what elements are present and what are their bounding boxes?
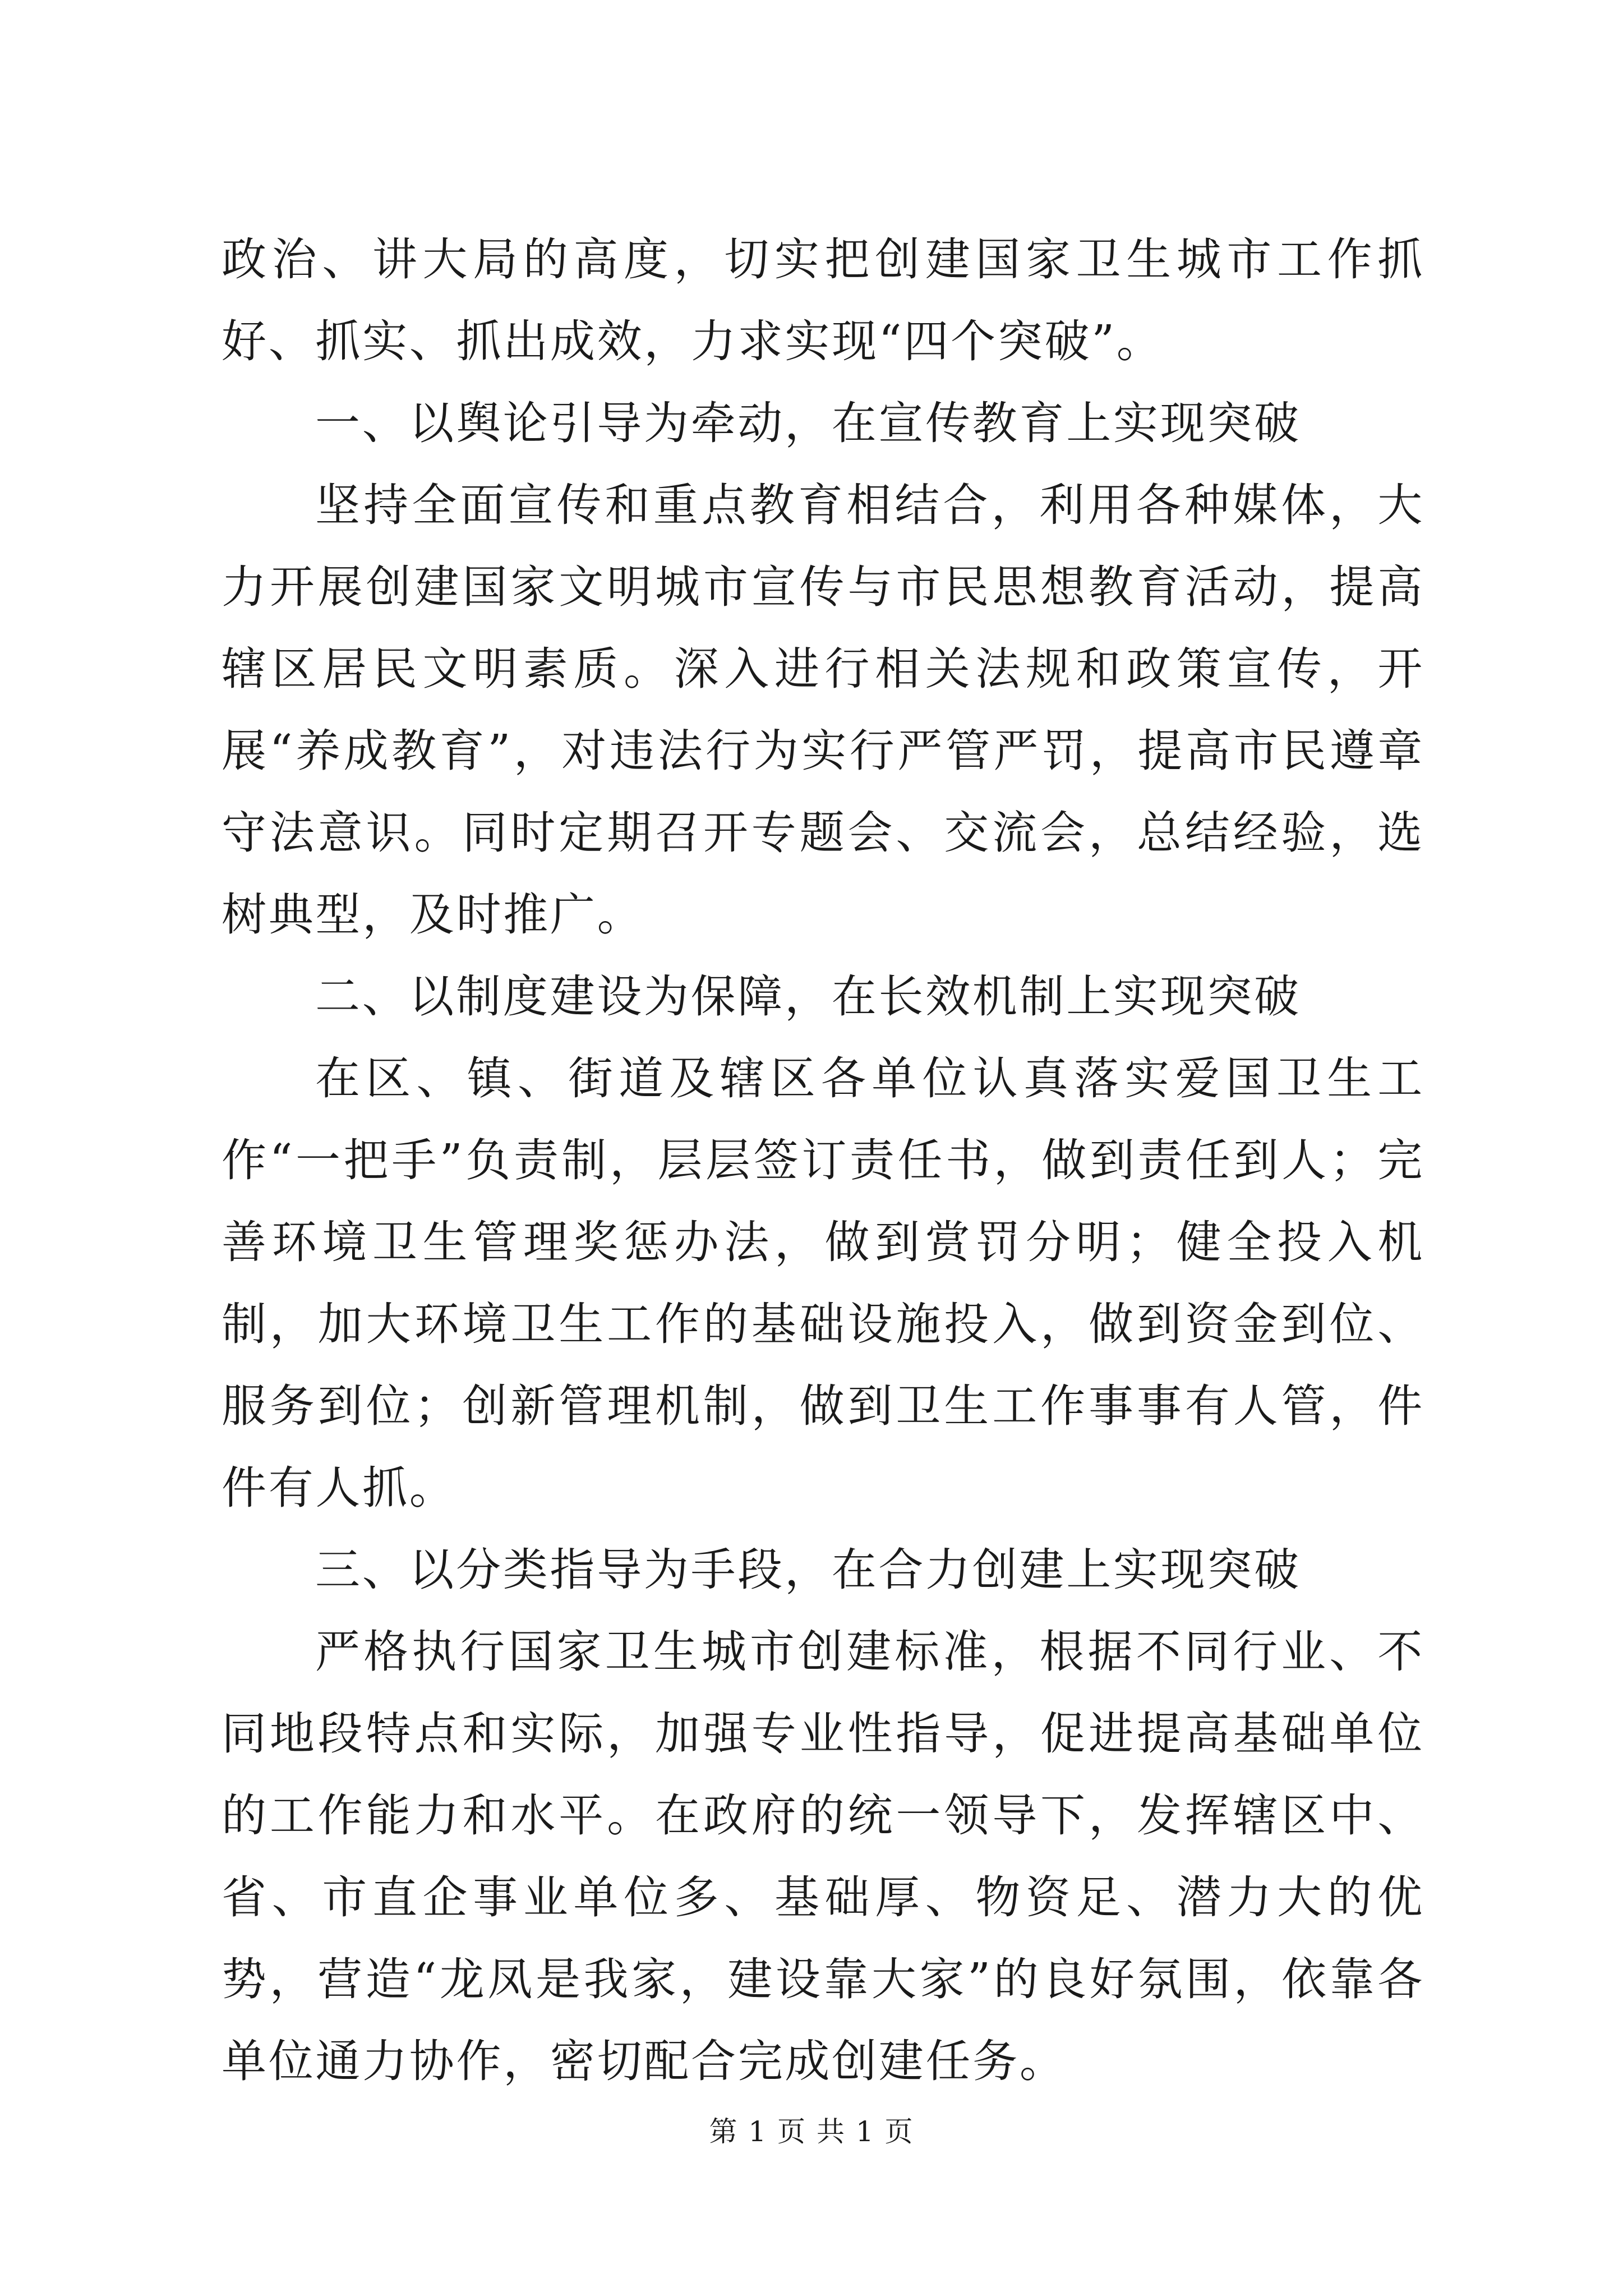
- document-body: [222, 219, 1424, 2102]
- paragraph: 严格执行国家卫生城市创建标准，根据不同行业、不同地段特点和实际，加强专业性指导，促进提高基础单位的工作能力和水平。在政府的统一领导下，发挥辖区中、省、市直企事业单位多、基础厚、物资足、潜力大的优势，营造“龙凤是我家，建设靠大家”的良好氛围，依靠各单位通力协作，密切配合完成创建任务。: [222, 1626, 1424, 2087]
- section-heading: 二、以制度建设为保障，在长效机制上实现突破: [315, 970, 1301, 1023]
- paragraph: 政治、讲大局的高度，切实把创建国家卫生城市工作抓好、抓实、抓出成效，力求实现“四个突破”。: [222, 233, 1424, 367]
- section-heading: 一、以舆论引导为牵动，在宣传教育上实现突破: [315, 397, 1301, 449]
- section-heading: 三、以分类指导为手段，在合力创建上实现突破: [315, 1544, 1301, 1596]
- page-footer: 第 1 页 共 1 页: [709, 2115, 914, 2148]
- paragraph: 在区、镇、街道及辖区各单位认真落实爱国卫生工作“一把手”负责制，层层签订责任书，做到责任到人；完善环境卫生管理奖惩办法，做到赏罚分明；健全投入机制，加大环境卫生工作的基础设施投入，做到资金到位、服务到位；创新管理机制，做到卫生工作事事有人管，件件有人抓。: [222, 1052, 1424, 1514]
- paragraph: 坚持全面宣传和重点教育相结合，利用各种媒体，大力开展创建国家文明城市宣传与市民思想教育活动，提高辖区居民文明素质。深入进行相关法规和政策宣传，开展“养成教育”，对违法行为实行严管严罚，提高市民遵章守法意识。同时定期召开专题会、交流会，总结经验，选树典型，及时推广。: [222, 479, 1424, 941]
